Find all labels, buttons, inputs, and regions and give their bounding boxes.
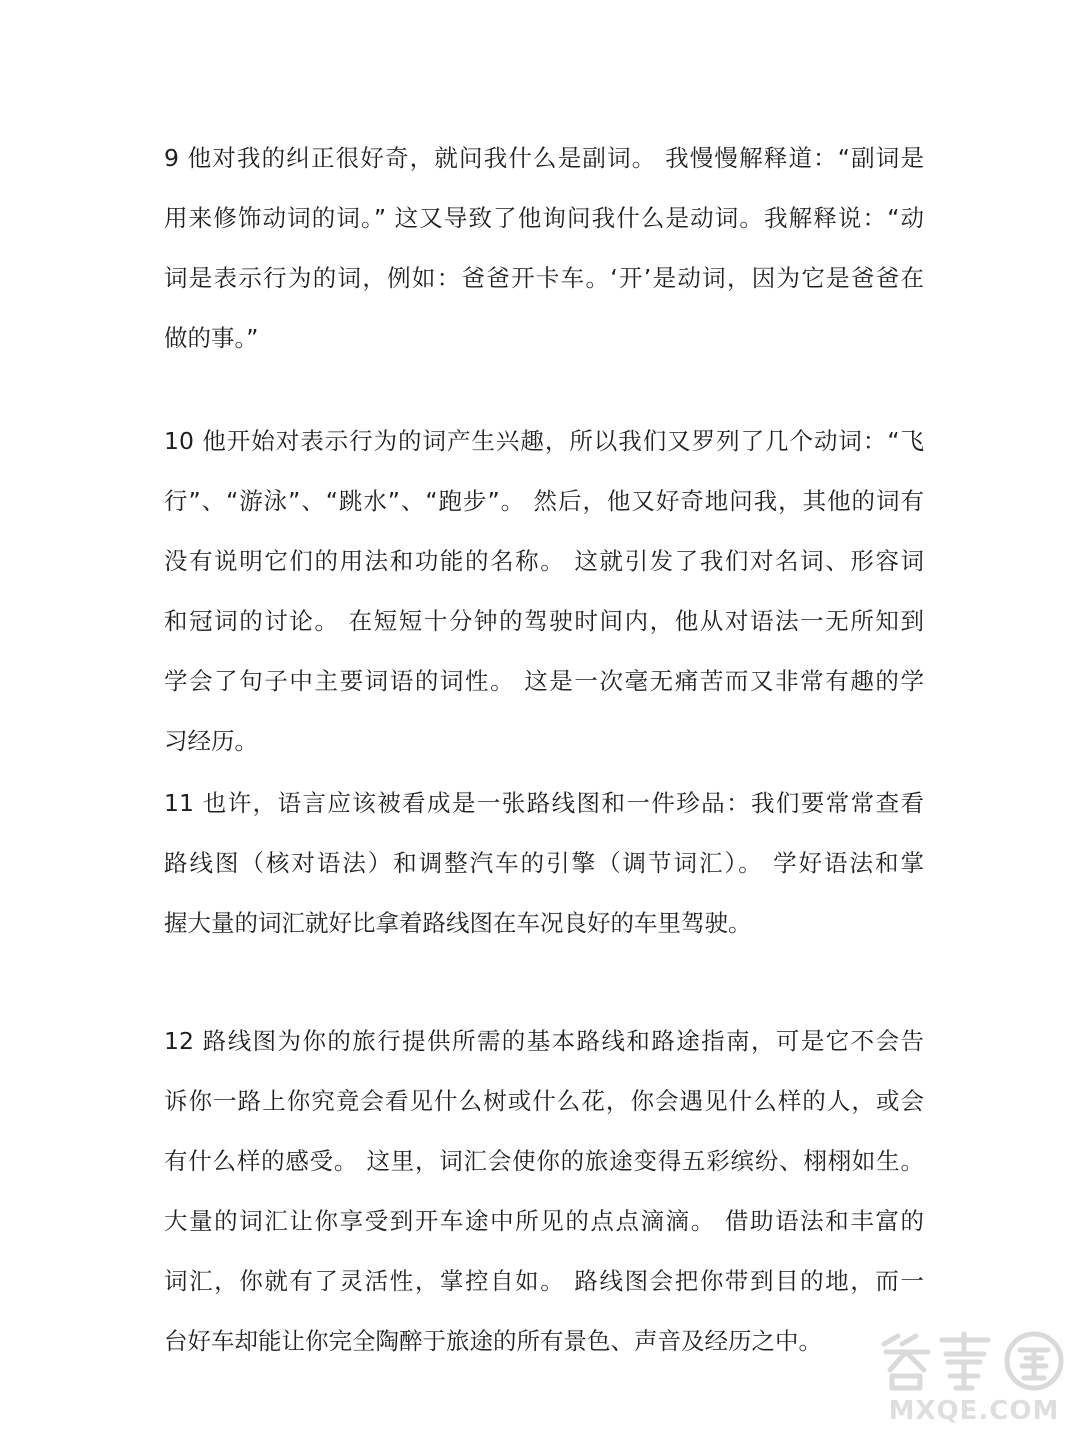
text-line: 有什么样的感受。 这里，词汇会使你的旅途变得五彩缤纷、栩栩如生。 xyxy=(164,1147,924,1175)
text-line: 做的事。” xyxy=(164,324,259,352)
text-line: 学会了句子中主要词语的词性。 这是一次毫无痛苦而又非常有趣的学 xyxy=(164,667,924,695)
text-line: 词是表示行为的词，例如：爸爸开卡车。‘开’是动词，因为它是爸爸在 xyxy=(164,264,924,292)
text-line: 和冠词的讨论。 在短短十分钟的驾驶时间内，他从对语法一无所知到 xyxy=(164,607,924,635)
paragraph-12 xyxy=(164,1011,924,1371)
text-line: 10 他开始对表示行为的词产生兴趣，所以我们又罗列了几个动词：“飞 xyxy=(164,427,924,455)
watermark-logo-icon xyxy=(876,1330,1072,1392)
text-line: 9 他对我的纠正很好奇，就问我什么是副词。 我慢慢解释道：“副词是 xyxy=(164,144,924,172)
text-line: 12 路线图为你的旅行提供所需的基本路线和路途指南，可是它不会告 xyxy=(164,1027,924,1055)
text-line: 诉你一路上你究竟会看见什么树或什么花，你会遇见什么样的人，或会 xyxy=(164,1087,924,1115)
watermark xyxy=(876,1330,1072,1426)
paragraph-9 xyxy=(164,128,924,368)
text-line: 习经历。 xyxy=(164,727,258,755)
text-line: 11 也许，语言应该被看成是一张路线图和一件珍品：我们要常常查看 xyxy=(164,789,924,817)
text-line: 路线图（核对语法）和调整汽车的引擎（调节词汇）。 学好语法和掌 xyxy=(164,849,924,877)
text-line: 台好车却能让你完全陶醉于旅途的所有景色、声音及经历之中。 xyxy=(164,1327,822,1355)
text-line: 词汇，你就有了灵活性，掌控自如。 路线图会把你带到目的地，而一 xyxy=(164,1267,924,1295)
paragraph-11 xyxy=(164,773,924,953)
text-line: 用来修饰动词的词。” 这又导致了他询问我什么是动词。我解释说：“动 xyxy=(164,204,924,232)
text-line: 握大量的词汇就好比拿着路线图在车况良好的车里驾驶。 xyxy=(164,909,752,937)
text-line: 行”、“游泳”、“跳水”、“跑步”。 然后，他又好奇地问我，其他的词有 xyxy=(164,487,924,515)
watermark-url: MXQE.COM xyxy=(888,1396,1060,1426)
text-line: 没有说明它们的用法和功能的名称。 这就引发了我们对名词、形容词 xyxy=(164,547,924,575)
paragraph-10 xyxy=(164,411,924,771)
text-line: 大量的词汇让你享受到开车途中所见的点点滴滴。 借助语法和丰富的 xyxy=(164,1207,924,1235)
